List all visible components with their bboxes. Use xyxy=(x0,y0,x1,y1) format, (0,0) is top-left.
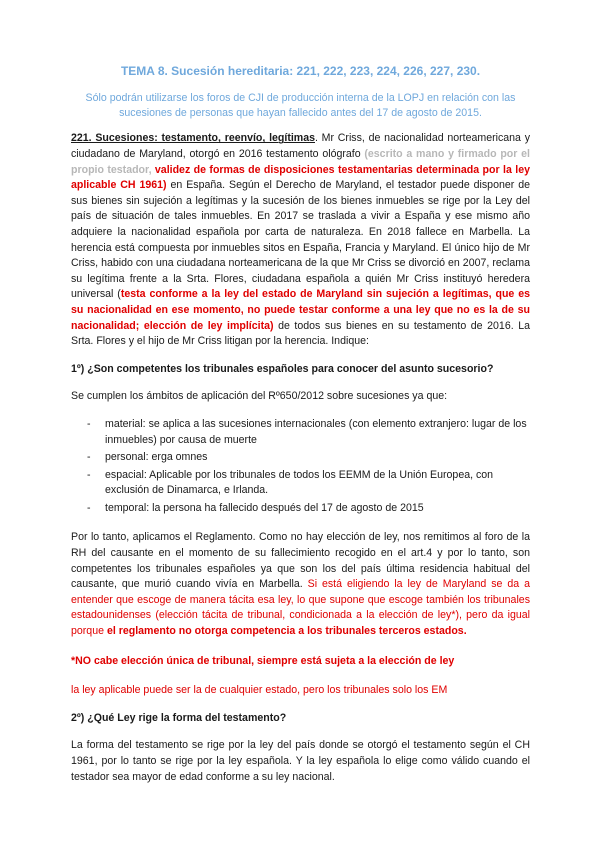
case-note-red-1: validez de formas de disposiciones testamentarias determinada por la ley aplicable CH 1961) xyxy=(71,163,530,192)
q1-note: *NO cabe elección única de tribunal, siempre está sujeta a la elección de ley xyxy=(71,654,455,667)
q1-answer-red-bold: el reglamento no otorga competencia a los tribunales terceros estados. xyxy=(106,625,467,638)
q1-intro: Se cumplen los ámbitos de aplicación del Rº650/2012 sobre sucesiones ya que: xyxy=(71,390,448,403)
q1-answer-red: Si está eligiendo la ley de Maryland se da a entender que escoge de manera tácita esa ley, lo que supone que escoge también los tribunales estadounidenses (elección tácita de tribunal, condicionada a la elección de ley*), pero da igual porque xyxy=(71,578,530,638)
case-note-red-2: testa conforme a la ley del estado de Maryland sin sujeción a legítimas, que es su nacionalidad en ese momento, no puede testar conforme a una ley que no es la de su nacionalidad; elección de ley implícita) xyxy=(71,288,530,332)
q1-answer-text: Por lo tanto, aplicamos el Reglamento. Como no hay elección de ley, nos remitimos al foro de la RH del causante en el momento de su fallecimiento recogido en el art.4 y por lo tanto, son competentes los tribunales españoles ya que son los del país última residencia habitual del causante, que murió cuando vivía en Marbella. xyxy=(71,531,530,591)
case-text-2: en España. Según el Derecho de Maryland, el testador puede disponer de sus bienes sin sujeción a legítimas y la sucesión de los bienes inmuebles se rige por la Ley del país de situación de tales inmuebles. En 2017 se traslada a vivir a España y ese mismo año adquiere la nacionalidad española por carta de naturaleza. En 2018 fallece en Marbella. La herencia está compuesta por inmuebles sitos en España, Francia y Maryland. El único hijo de Mr Criss, habido con una ciudadana norteamericana de la que Mr Criss se divorció en 2007, reclama su legítima frente a la Srta. Flores, ciudadana española a quién Mr Criss instituyó heredera universal ( xyxy=(71,179,530,301)
case-text-3: de todos sus bienes en su testamento de 2016. La Srta. Flores y el hijo de Mr Criss litigan por la herencia. Indique: xyxy=(71,319,530,348)
list-item: - personal: erga omnes xyxy=(87,450,530,466)
case-note-grey: (escrito a mano y firmado por el propio testador, xyxy=(71,148,530,176)
list-item: - espacial: Aplicable por los tribunales de todos los EEMM de la Unión Europea, con exclusión de Dinamarca, e Irlanda. xyxy=(87,468,530,499)
q1-answer xyxy=(71,530,530,639)
question-1: 1º) ¿Son competentes los tribunales españoles para conocer del asunto sucesorio? xyxy=(71,362,494,375)
case-text-1: . Mr Criss, de nacionalidad norteamericana y ciudadano de Maryland, otorgó en 2016 testamento ológrafo xyxy=(71,132,530,160)
scope-list xyxy=(87,417,530,517)
case-statement xyxy=(71,131,530,349)
q2-answer: La forma del testamento se rige por la ley del país donde se otorgó el testamento según el CH 1961, por lo tanto se rige por la ley española. Y la ley española lo elige como válido cuando el testador sea mayor de edad conforme a su ley nacional. xyxy=(71,739,530,783)
list-item: - material: se aplica a las sucesiones internacionales (con elemento extranjero: lugar de los inmuebles) por causa de muerte xyxy=(87,417,530,448)
list-item: - temporal: la persona ha fallecido después del 17 de agosto de 2015 xyxy=(87,501,530,517)
page-subtitle: Sólo podrán utilizarse los foros de CJI de producción interna de la LOPJ en relación con las sucesiones de personas que hayan fallecido antes del 17 de agosto de 2015. xyxy=(85,91,516,119)
question-2: 2º) ¿Qué Ley rige la forma del testamento? xyxy=(71,711,287,724)
case-heading: 221. Sucesiones: testamento, reenvío, legítimas xyxy=(71,132,315,145)
page-title: TEMA 8. Sucesión hereditaria: 221, 222, 223, 224, 226, 227, 230. xyxy=(120,64,481,78)
q1-note-2: la ley aplicable puede ser la de cualquier estado, pero los tribunales solo los EM xyxy=(71,684,448,697)
